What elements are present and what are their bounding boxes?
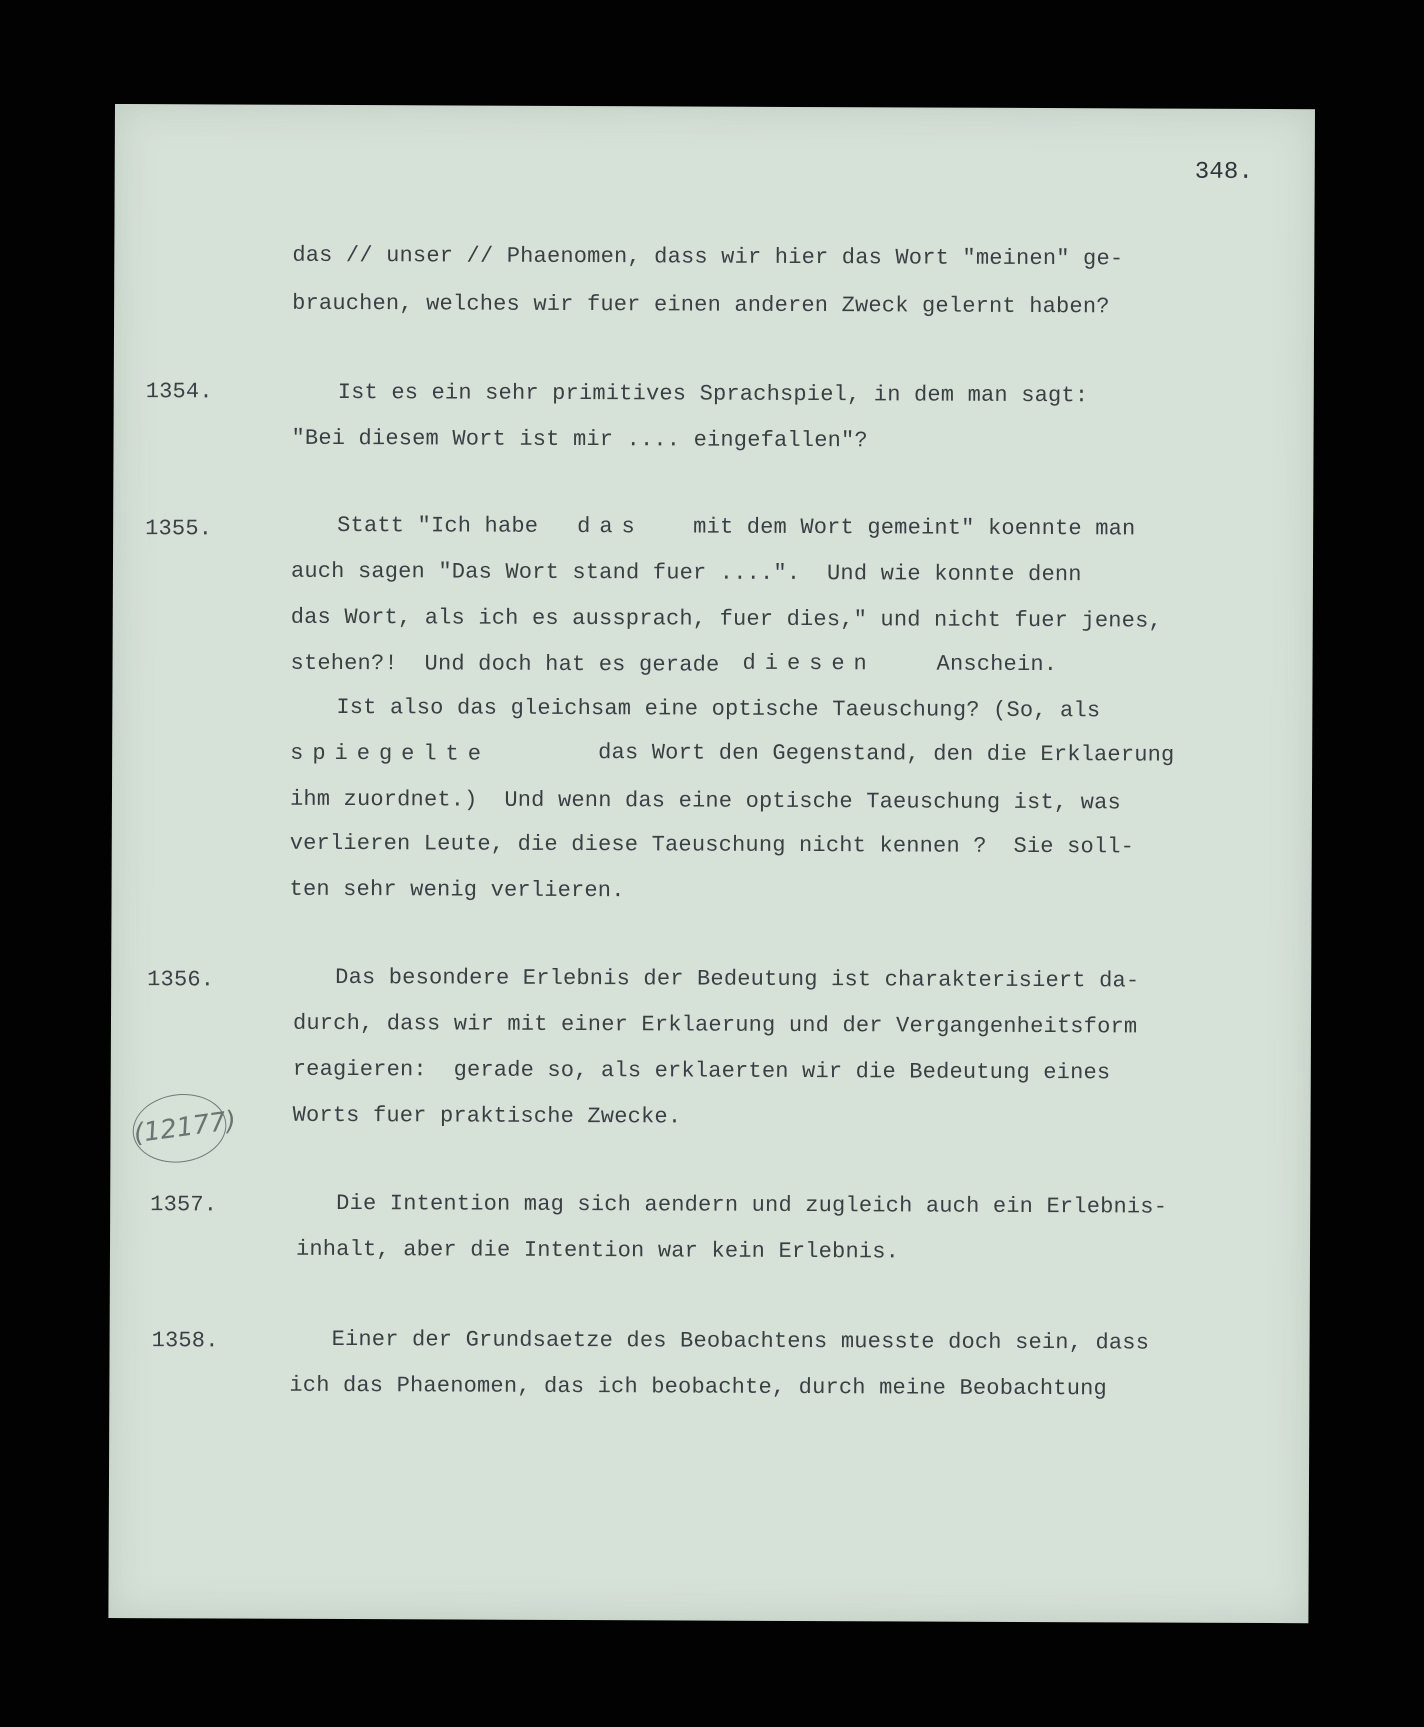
remark-1354-line-2: "Bei diesem Wort ist mir .... eingefallen"? xyxy=(291,425,868,454)
remark-1356-line-3: reagieren: gerade so, als erklaerten wir die Bedeutung eines xyxy=(292,1056,1111,1086)
remark-1355-line-2: auch sagen "Das Wort stand fuer ....". Und wie konnte denn xyxy=(290,558,1082,588)
remark-1355-emphasis-spiegelte: spiegelte xyxy=(290,740,491,767)
remark-1357-line-1: Die Intention mag sich aendern und zugleich auch ein Erlebnis- xyxy=(336,1190,1168,1220)
remark-1355-emphasis-diesen: diesen xyxy=(742,650,876,677)
remark-1357-line-2: inhalt, aber die Intention war kein Erlebnis. xyxy=(295,1236,900,1265)
remark-1356-line-4: Worts fuer praktische Zwecke. xyxy=(292,1102,682,1130)
remark-1355-line-5: Ist also das gleichsam eine optische Taeuschung? (So, als xyxy=(336,694,1101,724)
remark-number-1357: 1357. xyxy=(150,1192,218,1218)
remark-1356-line-1: Das besondere Erlebnis der Bedeutung ist charakterisiert da- xyxy=(335,964,1140,994)
remark-1354-line-1: Ist es ein sehr primitives Sprachspiel, in dem man sagt: xyxy=(337,379,1089,409)
pencil-annotation-text: (12177) xyxy=(131,1105,239,1150)
remark-number-1355: 1355. xyxy=(145,516,213,542)
remark-1355-line-6b: das Wort den Gegenstand, den die Erklaerung xyxy=(598,740,1175,768)
page-number: 348. xyxy=(1194,158,1254,186)
remark-1355-line-1b: mit dem Wort gemeint" koennte man xyxy=(693,514,1136,542)
remark-1355-line-9: ten sehr wenig verlieren. xyxy=(289,876,625,904)
remark-1355-line-4a: stehen?! Und doch hat es gerade xyxy=(290,650,720,678)
remark-1355-line-8: verlieren Leute, die diese Taeuschung nicht kennen ? Sie soll- xyxy=(289,830,1135,860)
remark-1356-line-2: durch, dass wir mit einer Erklaerung und der Vergangenheitsform xyxy=(292,1010,1138,1040)
intro-line-2: brauchen, welches wir fuer einen anderen Zweck gelernt haben? xyxy=(292,290,1110,320)
remark-1355-line-3: das Wort, als ich es aussprach, fuer dies," und nicht fuer jenes, xyxy=(290,604,1162,634)
intro-line-1: das // unser // Phaenomen, dass wir hier das Wort "meinen" ge- xyxy=(292,242,1124,272)
typescript-page xyxy=(108,104,1315,1623)
remark-1355-line-7: ihm zuordnet.) Und wenn das eine optische Taeuschung ist, was xyxy=(289,786,1121,816)
remark-number-1358: 1358. xyxy=(151,1328,219,1354)
remark-1358-line-2: ich das Phaenomen, das ich beobachte, durch meine Beobachtung xyxy=(289,1372,1107,1402)
remark-1358-line-1: Einer der Grundsaetze des Beobachtens muesste doch sein, dass xyxy=(331,1326,1150,1356)
remark-1355-line-1a: Statt "Ich habe xyxy=(337,512,539,539)
remark-number-1356: 1356. xyxy=(147,967,215,993)
pencil-annotation xyxy=(128,1088,239,1168)
remark-1355-line-4b: Anschein. xyxy=(936,651,1058,678)
remark-number-1354: 1354. xyxy=(145,379,213,405)
remark-1355-emphasis-das: das xyxy=(577,514,644,540)
